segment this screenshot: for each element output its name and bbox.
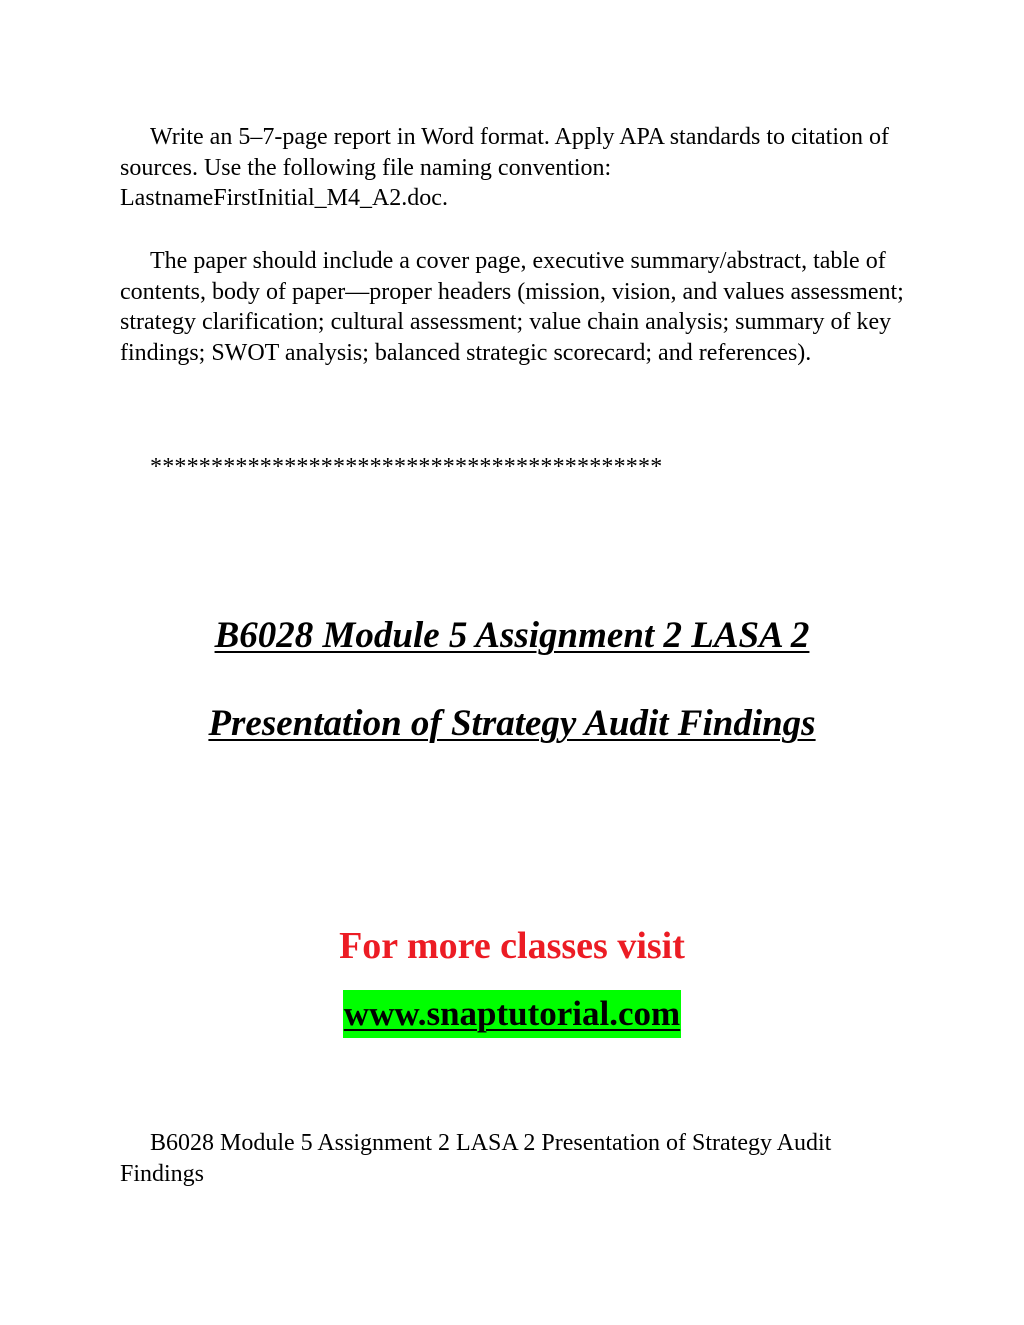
promo-link-container [0, 990, 1024, 1038]
requirements-paragraph: The paper should include a cover page, executive summary/abstract, table of contents, body of paper—proper headers (mission, vision, and values assessment; strategy clarification; cultural assessment; value chain analysis; summary of key findings; SWOT analysis; balanced strategic scorecard; and references). [120, 248, 904, 366]
intro-paragraph: Write an 5–7-page report in Word format. Apply APA standards to citation of sources. Use the following file naming convention: LastnameFirstInitial_M4_A2.doc. [120, 124, 889, 211]
document-title: B6028 Module 5 Assignment 2 LASA 2 [214, 615, 810, 656]
separator-line: ****************************************** [150, 454, 663, 480]
promo-text: For more classes visit [339, 925, 685, 967]
website-link[interactable]: www.snaptutorial.com [343, 990, 681, 1038]
closing-paragraph: B6028 Module 5 Assignment 2 LASA 2 Presentation of Strategy Audit Findings [120, 1130, 832, 1187]
document-subtitle: Presentation of Strategy Audit Findings [208, 703, 816, 744]
